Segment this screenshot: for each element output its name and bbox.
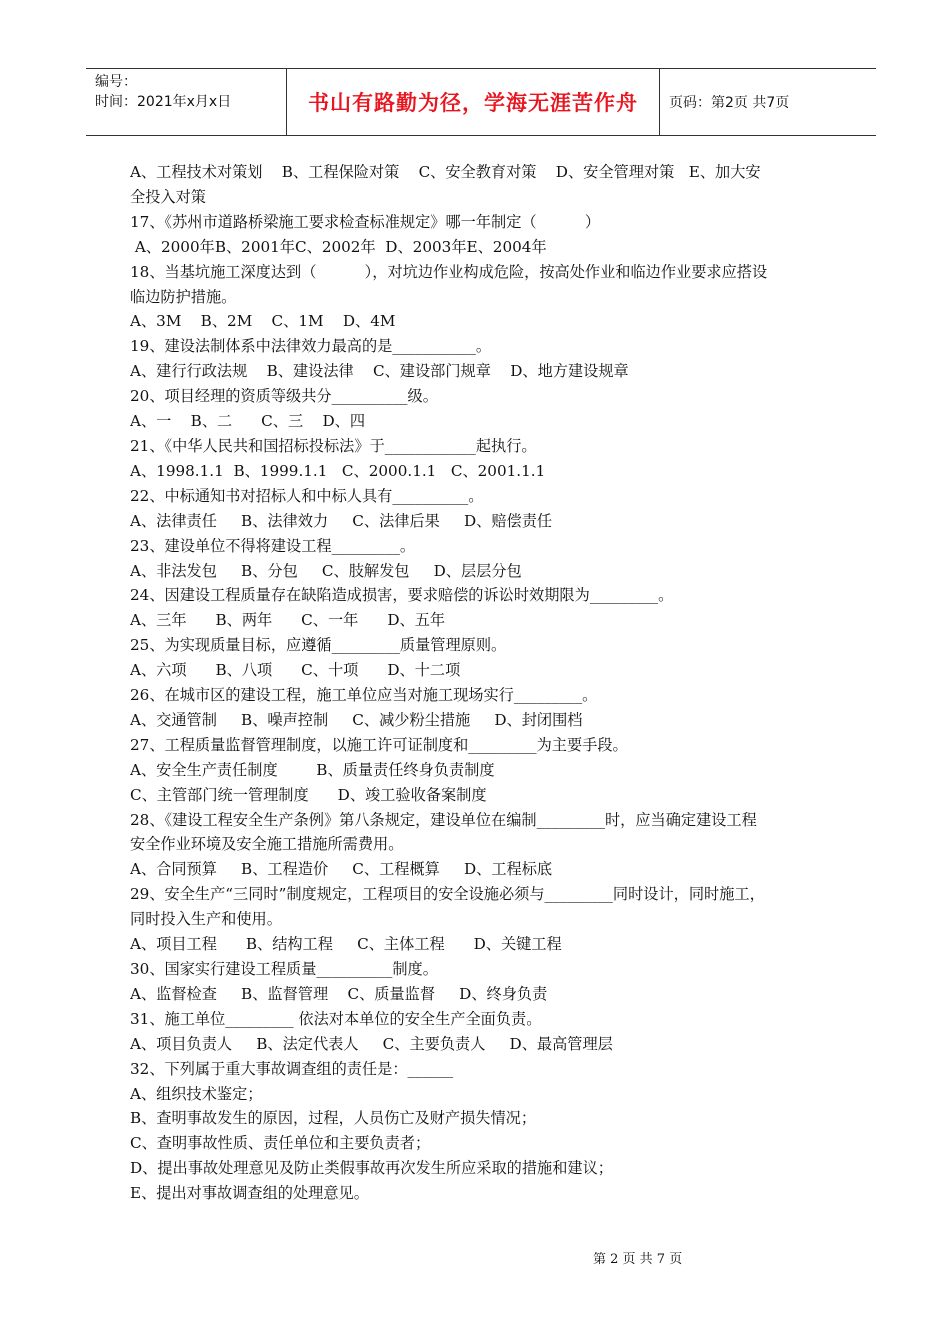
options-24: A、三年 B、两年 C、一年 D、五年 <box>130 611 446 630</box>
question-26: 26、在城市区的建设工程，施工单位应当对施工现场实行_________。 <box>130 686 598 705</box>
options-32: C、查明事故性质、责任单位和主要负责者； <box>130 1134 431 1153</box>
options-28: A、合同预算 B、工程造价 C、工程概算 D、工程标底 <box>130 860 553 879</box>
document-number-label: 编号： <box>95 74 137 90</box>
question-17: 17、《苏州市道路桥梁施工要求检查标准规定》哪一年制定（ ） <box>130 212 601 231</box>
options-32: E、提出对事故调查组的处理意见。 <box>130 1184 369 1203</box>
question-24: 24、因建设工程质量存在缺陷造成损害，要求赔偿的诉讼时效期限为_________。 <box>130 586 674 605</box>
question-31: 31、施工单位_________ 依法对本单位的安全生产全面负责。 <box>130 1009 542 1028</box>
footer-page-number: 第 2 页 共 7 页 <box>593 1252 683 1267</box>
options-20: A、一 B、二 C、三 D、四 <box>130 412 366 431</box>
header-page-info: 页码：第2页 共7页 <box>669 95 790 111</box>
question-32: 32、下列属于重大事故调查组的责任是：______ <box>130 1059 454 1078</box>
options-22: A、法律责任 B、法律效力 C、法律后果 D、赔偿责任 <box>130 511 553 530</box>
document-body <box>130 160 842 1206</box>
text-line: A、工程技术对策划 B、工程保险对策 C、安全教育对策 D、安全管理对策 E、加大安 <box>130 163 761 181</box>
options-29: A、项目工程 B、结构工程 C、主体工程 D、关键工程 <box>130 935 562 954</box>
options-27: A、安全生产责任制度 B、质量责任终身负责制度 <box>130 760 495 779</box>
question-23: 23、建设单位不得将建设工程_________。 <box>130 536 416 555</box>
options-18: A、3M B、2M C、1M D、4M <box>130 312 396 331</box>
question-19: 19、建设法制体系中法律效力最高的是___________。 <box>130 337 492 356</box>
question-21: 21、《中华人民共和国招标投标法》于____________起执行。 <box>130 436 537 455</box>
question-28: 28、《建设工程安全生产条例》第八条规定，建设单位在编制_________时，应当确定建设工程 <box>130 810 757 829</box>
options-25: A、六项 B、八项 C、十项 D、十二项 <box>130 661 461 680</box>
question-27: 27、工程质量监督管理制度，以施工许可证制度和_________为主要手段。 <box>130 735 628 754</box>
page-header <box>86 68 876 136</box>
question-22: 22、中标通知书对招标人和中标人具有__________。 <box>130 486 484 505</box>
options-32: A、组织技术鉴定； <box>130 1084 263 1103</box>
options-32: D、提出事故处理意见及防止类假事故再次发生所应采取的措施和建议； <box>130 1159 613 1178</box>
options-30: A、监督检查 B、监督管理 C、质量监督 D、终身负责 <box>130 984 548 1003</box>
text-line: 安全作业环境及安全施工措施所需费用。 <box>130 835 404 854</box>
question-25: 25、为实现质量目标，应遵循_________质量管理原则。 <box>130 636 507 655</box>
question-30: 30、国家实行建设工程质量__________制度。 <box>130 960 438 978</box>
options-31: A、项目负责人 B、法定代表人 C、主要负责人 D、最高管理层 <box>130 1034 613 1053</box>
options-17: A、2000年B、2001年C、2002年 D、2003年E、2004年 <box>130 237 547 256</box>
header-meta <box>86 69 286 135</box>
options-27: C、主管部门统一管理制度 D、竣工验收备案制度 <box>130 785 487 804</box>
question-20: 20、项目经理的资质等级共分__________级。 <box>130 387 438 406</box>
document-time-label: 时间：2021年x月x日 <box>95 94 232 110</box>
question-18: 18、当基坑施工深度达到（ ），对坑边作业构成危险，按高处作业和临边作业要求应搭设 <box>130 262 768 281</box>
text-line: 同时投入生产和使用。 <box>130 910 282 929</box>
header-motto: 书山有路勤为径，学海无涯苦作舟 <box>286 69 660 135</box>
text-line: 全投入对策 <box>130 187 206 206</box>
options-32: B、查明事故发生的原因，过程，人员伤亡及财产损失情况； <box>130 1109 537 1128</box>
question-29: 29、安全生产“三同时”制度规定，工程项目的安全设施必须与_________同时设计，同时施工， <box>130 885 765 904</box>
options-19: A、建行行政法规 B、建设法律 C、建设部门规章 D、地方建设规章 <box>130 362 629 381</box>
options-21: A、1998.1.1 B、1999.1.1 C、2000.1.1 C、2001.1.1 <box>130 461 546 480</box>
text-line: 临边防护措施。 <box>130 287 237 306</box>
options-26: A、交通管制 B、噪声控制 C、减少粉尘措施 D、封闭围档 <box>130 710 583 729</box>
options-23: A、非法发包 B、分包 C、肢解发包 D、层层分包 <box>130 561 522 580</box>
